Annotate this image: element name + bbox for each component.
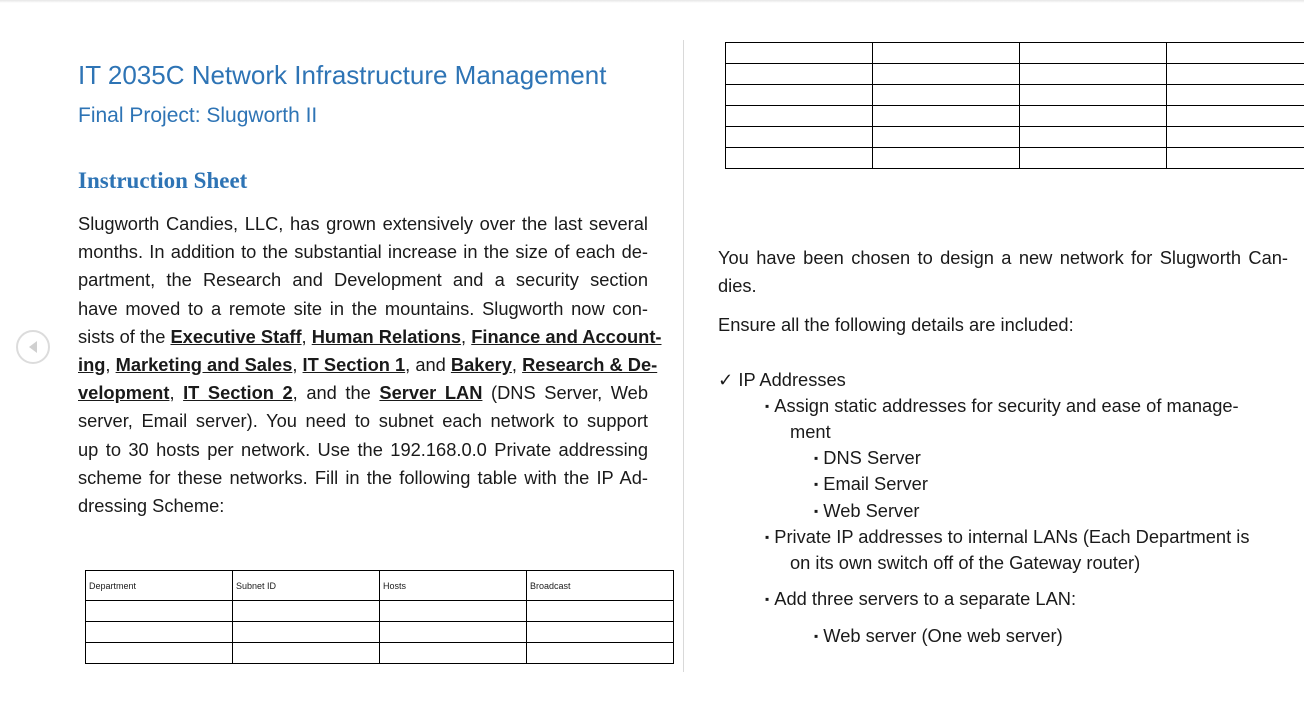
text-run: , and <box>405 353 451 375</box>
page-divider <box>683 40 684 672</box>
bullet-item <box>765 395 1239 417</box>
square-bullet-icon: ▪ <box>814 477 819 491</box>
table-cell <box>1020 106 1167 127</box>
design-paragraph-line: dies. <box>718 275 757 296</box>
paragraph-line: partment, the Research and Development and a security section <box>78 269 648 291</box>
previous-page-button[interactable] <box>16 330 50 364</box>
table-cell <box>1020 127 1167 148</box>
table-cell <box>1167 64 1304 85</box>
square-bullet-icon: ▪ <box>765 399 770 413</box>
table-cell <box>1167 85 1304 106</box>
table-cell <box>1020 148 1167 169</box>
header-hosts: Hosts <box>380 571 527 601</box>
dept-server-lan: Server LAN <box>379 382 483 404</box>
text-run: , and the <box>292 382 380 404</box>
document-title: IT 2035C Network Infrastructure Management <box>78 60 607 90</box>
table-cell <box>726 43 873 64</box>
table-cell <box>86 643 233 664</box>
bullet-item <box>765 526 1249 548</box>
table-header-row <box>86 571 674 601</box>
sub-bullet-item <box>814 447 921 469</box>
table-row <box>86 601 674 622</box>
chevron-left-icon <box>26 339 40 355</box>
square-bullet-icon: ▪ <box>814 451 819 465</box>
paragraph-line <box>78 351 658 379</box>
table-cell <box>233 622 380 643</box>
bullet-text-continued: on its own switch off of the Gateway router) <box>790 552 1141 573</box>
dept-it-section-1: IT Section 1 <box>302 353 406 375</box>
bullet-text: Web server (One web server) <box>823 625 1063 646</box>
bullet-item <box>765 588 1076 610</box>
square-bullet-icon: ▪ <box>814 504 819 518</box>
table-cell <box>1167 148 1304 169</box>
table-cell <box>1020 85 1167 106</box>
dept-research-development-cont: velopment <box>78 382 170 404</box>
table-row <box>726 127 1304 148</box>
details-intro: Ensure all the following details are included: <box>718 314 1074 335</box>
bullet-text: Add three servers to a separate LAN: <box>774 588 1077 609</box>
table-cell <box>1020 43 1167 64</box>
text-run: , <box>292 353 303 375</box>
section-heading: Instruction Sheet <box>78 168 248 193</box>
checklist-item-ip-addresses <box>718 369 846 391</box>
table-row <box>726 64 1304 85</box>
table-cell <box>86 622 233 643</box>
sub-bullet-item <box>814 625 1063 647</box>
table-cell <box>380 601 527 622</box>
table-row <box>726 85 1304 106</box>
table-cell <box>380 622 527 643</box>
dept-finance-cont: ing <box>78 353 106 375</box>
table-cell <box>873 64 1020 85</box>
bullet-text: Email Server <box>823 473 928 494</box>
table-cell <box>527 601 674 622</box>
table-cell <box>873 148 1020 169</box>
dept-human-relations: Human Relations <box>311 325 462 347</box>
table-cell <box>1167 127 1304 148</box>
bullet-text: Private IP addresses to internal LANs (Each Department is <box>774 526 1250 547</box>
table-cell <box>726 148 873 169</box>
paragraph-line <box>78 323 662 351</box>
table-cell <box>873 106 1020 127</box>
table-row <box>726 148 1304 169</box>
dept-it-section-2: IT Section 2 <box>183 382 293 404</box>
table-cell <box>726 64 873 85</box>
square-bullet-icon: ▪ <box>765 592 770 606</box>
text-run: sists of the <box>78 325 171 347</box>
bullet-text: Web Server <box>823 500 920 521</box>
table-row <box>86 643 674 664</box>
sub-bullet-item <box>814 473 928 495</box>
table-cell <box>1167 106 1304 127</box>
header-department: Department <box>86 571 233 601</box>
table-cell <box>726 106 873 127</box>
dept-finance: Finance and Account- <box>471 325 662 347</box>
dept-executive-staff: Executive Staff <box>170 325 302 347</box>
paragraph-line: Slugworth Candies, LLC, has grown extensively over the last several <box>78 213 648 234</box>
table-cell <box>527 643 674 664</box>
table-cell <box>726 127 873 148</box>
header-subnet-id: Subnet ID <box>233 571 380 601</box>
table-cell <box>873 85 1020 106</box>
square-bullet-icon: ▪ <box>765 530 770 544</box>
paragraph-line: server, Email server). You need to subnet each network to support <box>78 410 648 432</box>
instruction-paragraph <box>78 210 662 520</box>
checkmark-icon: ✓ <box>718 369 734 390</box>
bullet-text-continued: ment <box>790 421 831 442</box>
text-run: , <box>301 325 312 347</box>
text-run: , <box>511 353 523 375</box>
table-row <box>86 622 674 643</box>
table-cell <box>233 601 380 622</box>
ip-addressing-table-continued <box>725 42 1304 169</box>
text-run: , <box>105 353 116 375</box>
bullet-text: DNS Server <box>823 447 921 468</box>
dept-marketing-sales: Marketing and Sales <box>115 353 293 375</box>
sub-bullet-item <box>814 500 919 522</box>
table-cell <box>873 127 1020 148</box>
table-cell <box>1020 64 1167 85</box>
text-run: , <box>169 382 184 404</box>
paragraph-line: scheme for these networks. Fill in the following table with the IP Ad- <box>78 466 648 488</box>
bullet-text: Assign static addresses for security and ease of manage- <box>774 395 1239 416</box>
design-paragraph-line: You have been chosen to design a new network for Slugworth Can- <box>718 247 1288 268</box>
table-cell <box>380 643 527 664</box>
table-cell <box>527 622 674 643</box>
table-cell <box>1167 43 1304 64</box>
top-edge <box>0 0 1304 3</box>
checklist-label: IP Addresses <box>738 369 846 390</box>
table-cell <box>86 601 233 622</box>
paragraph-line: have moved to a remote site in the mountains. Slugworth now con- <box>78 297 648 319</box>
paragraph-line: up to 30 hosts per network. Use the 192.168.0.0 Private addressing <box>78 438 648 460</box>
table-cell <box>726 85 873 106</box>
table-cell <box>233 643 380 664</box>
paragraph-line: months. In addition to the substantial increase in the size of each de- <box>78 241 648 263</box>
table-row <box>726 43 1304 64</box>
paragraph-line <box>78 379 648 407</box>
ip-addressing-table <box>85 570 674 664</box>
header-broadcast: Broadcast <box>527 571 674 601</box>
square-bullet-icon: ▪ <box>814 629 819 643</box>
document-subtitle: Final Project: Slugworth II <box>78 104 318 127</box>
text-run: (DNS Server, Web <box>482 382 648 404</box>
dept-bakery: Bakery <box>450 353 512 375</box>
dept-research-development: Research & De- <box>522 353 658 375</box>
table-row <box>726 106 1304 127</box>
paragraph-line: dressing Scheme: <box>78 494 225 516</box>
table-cell <box>873 43 1020 64</box>
text-run: , <box>461 325 472 347</box>
